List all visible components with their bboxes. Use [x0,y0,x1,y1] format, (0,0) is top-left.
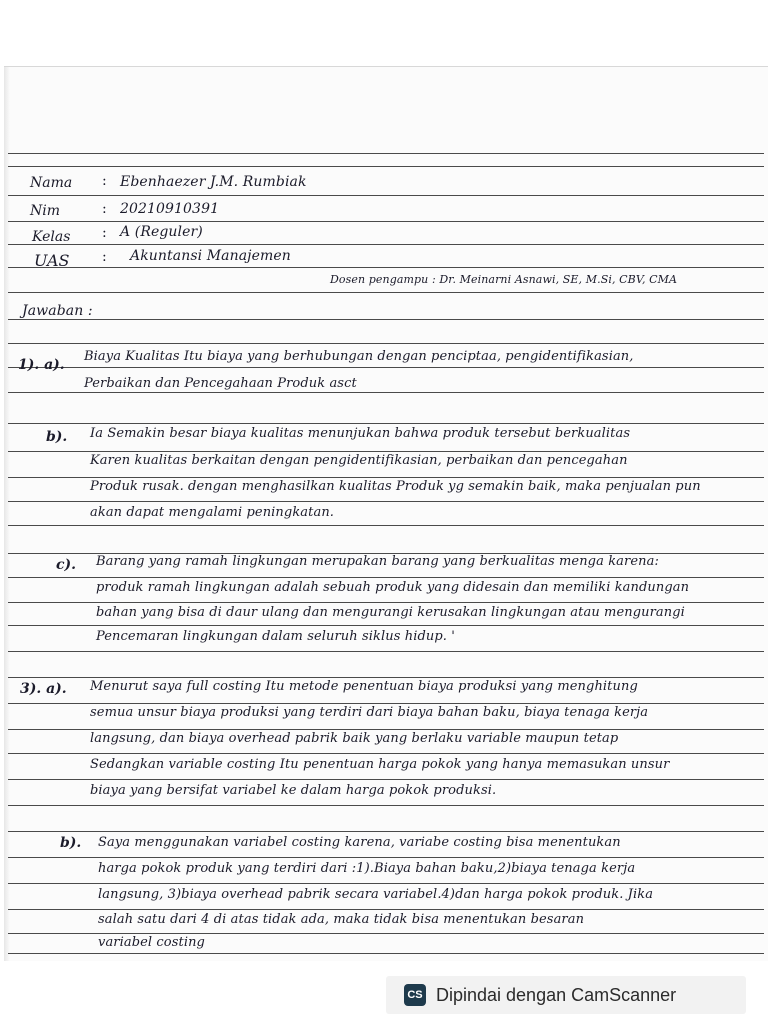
ruled-line [8,677,764,678]
nama-value: Ebenhaezer J.M. Rumbiak [120,174,307,190]
nim-label: Nim [30,203,61,219]
ruled-line [8,501,764,502]
q3a-line: langsung, dan biaya overhead pabrik baik yang berlaku variable maupun tetap [90,731,619,746]
q1a-line: Perbaikan dan Pencegahaan Produk asct [84,376,357,391]
question-3-number: 3). a). [20,681,67,697]
ruled-line [8,779,764,780]
dosen-pengampu: Dosen pengampu : Dr. Meinarni Asnawi, SE, M.Si, CBV, CMA [330,273,678,286]
q3b-line: variabel costing [98,935,205,950]
ruled-line [8,267,764,268]
q3b-line: salah satu dari 4 di atas tidak ada, maka tidak bisa menentukan besaran [98,912,585,927]
q1c-line: produk ramah lingkungan adalah sebuah produk yang didesain dan memiliki kandungan [96,580,690,595]
q3b-line: Saya menggunakan variabel costing karena, variabe costing bisa menentukan [98,835,621,850]
ruled-line [8,195,764,196]
q3a-line: biaya yang bersifat variabel ke dalam harga pokok produksi. [90,783,497,798]
ruled-line [8,392,764,393]
q3a-line: Sedangkan variable costing Itu penentuan harga pokok yang hanya memasukan unsur [90,757,670,772]
ruled-line [8,367,764,368]
kelas-label: Kelas [32,229,71,245]
ruled-line [8,909,764,910]
separator: : [102,225,107,241]
ruled-line [8,577,764,578]
ruled-line [8,857,764,858]
q3b-line: harga pokok produk yang terdiri dari :1).Biaya bahan baku,2)biaya tenaga kerja [98,861,636,876]
q1c-line: Barang yang ramah lingkungan merupakan barang yang berkualitas menga karena: [96,554,659,569]
separator: : [102,249,107,265]
question-1b-label: b). [46,429,68,445]
q1b-line: Ia Semakin besar biaya kualitas menunjukan bahwa produk tersebut berkualitas [90,426,631,441]
uas-label: UAS [34,251,70,270]
ruled-line [8,651,764,652]
q1c-line: Pencemaran lingkungan dalam seluruh siklus hidup. ' [96,629,455,644]
jawaban-label: Jawaban : [22,303,93,319]
camscanner-text: Dipindai dengan CamScanner [436,984,677,1005]
q1c-line: bahan yang bisa di daur ulang dan mengurangi kerusakan lingkungan atau mengurangi [96,605,685,620]
q1a-line: Biaya Kualitas Itu biaya yang berhubungan dengan penciptaa, pengidentifikasian, [84,349,634,364]
ruled-line [8,525,764,526]
separator: : [102,201,107,217]
question-1c-label: c). [56,557,77,573]
ruled-line [8,477,764,478]
ruled-line [8,343,764,344]
camscanner-watermark [386,976,746,1014]
q1b-line: Produk rusak. dengan menghasilkan kualitas Produk yg semakin baik, maka penjualan pun [90,479,701,494]
ruled-line [8,953,764,954]
ruled-line [8,753,764,754]
separator: : [102,173,107,189]
q1b-line: akan dapat mengalami peningkatan. [90,505,335,520]
ruled-line [8,221,764,222]
ruled-line [8,703,764,704]
question-3b-label: b). [60,835,82,851]
q3a-line: Menurut saya full costing Itu metode penentuan biaya produksi yang menghitung [90,679,638,694]
ruled-line [8,292,764,293]
ruled-line [8,933,764,934]
q3b-line: langsung, 3)biaya overhead pabrik secara variabel.4)dan harga pokok produk. Jika [98,887,654,902]
q3a-line: semua unsur biaya produksi yang terdiri dari biaya bahan baku, biaya tenaga kerja [90,705,649,720]
ruled-line [8,451,764,452]
nama-label: Nama [30,175,73,191]
ruled-line [8,805,764,806]
ruled-line [8,319,764,320]
notebook-page [4,66,768,961]
uas-value: Akuntansi Manajemen [130,248,291,264]
question-1-number: 1). a). [18,357,65,373]
camscanner-logo-icon: CS [404,984,426,1006]
q1b-line: Karen kualitas berkaitan dengan pengidentifikasian, perbaikan dan pencegahan [90,453,628,468]
ruled-line [8,831,764,832]
ruled-line [8,244,764,245]
ruled-line [8,883,764,884]
ruled-line [8,625,764,626]
ruled-line [8,729,764,730]
nim-value: 20210910391 [120,201,220,217]
ruled-line [8,166,764,167]
kelas-value: A (Reguler) [120,224,203,240]
ruled-line [8,153,764,154]
ruled-line [8,602,764,603]
ruled-line [8,423,764,424]
